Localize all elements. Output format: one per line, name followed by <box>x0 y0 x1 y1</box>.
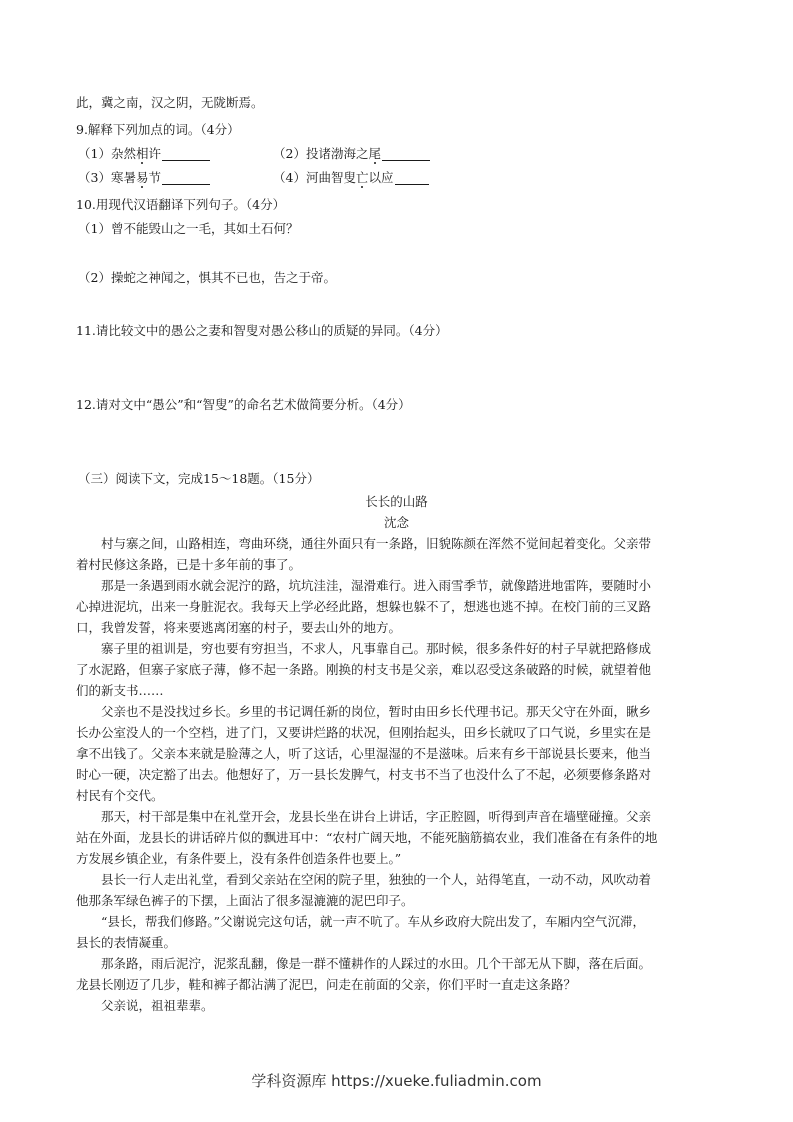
article-line: 心掉进泥坑，出来一身脏泥衣。我每天上学必经此路，想躲也躲不了，想逃也逃不掉。在校门前的三叉路 <box>76 599 652 614</box>
article-line: 时心一硬，决定豁了出去。他想好了，万一县长发脾气，村支书不当了也没什么了不起，必须要修条路对 <box>76 767 652 782</box>
article-line: 方发展乡镇企业，有条件要上，没有条件创造条件也要上。” <box>76 851 402 866</box>
q10-sentence-2: （2）操蛇之神闻之，惧其不已也，告之于帝。 <box>78 270 336 285</box>
article-line: 拿不出钱了。父亲本来就是脸薄之人，听了这话，心里湿湿的不是滋味。后来有乡干部说县长要来，他当 <box>76 746 652 761</box>
q10-sentence-1: （1）曾不能毁山之一毛，其如土石何？ <box>78 221 299 236</box>
q9-item-3: （3）寒暑易节 <box>78 169 210 187</box>
article-line: 父亲也不是没找过乡长。乡里的书记调任新的岗位，暂时由田乡长代理书记。那天父守在外面，瞅乡 <box>76 704 652 719</box>
article-line: 那天，村干部是集中在礼堂开会，龙县长坐在讲台上讲话，字正腔圆，听得到声音在墙壁碰撞。父亲 <box>76 809 652 824</box>
answer-blank[interactable] <box>162 146 210 161</box>
emphasis-dot-char: 易 <box>135 170 149 185</box>
article-line: 村民有个交代。 <box>76 788 164 803</box>
question-12: 12.请对文中“愚公”和“智叟”的命名艺术做简要分析。（4分） <box>76 397 411 412</box>
article-line: 县长的表情凝重。 <box>76 935 177 950</box>
article-author: 沈念 <box>383 515 409 530</box>
article-line: 着村民修这条路，已是十多年前的事了。 <box>76 557 302 572</box>
article-title: 长长的山路 <box>365 494 428 509</box>
article-line: 村与寨之间，山路相连，弯曲环绕，通往外面只有一条路，旧貌陈颜在浑然不觉间起着变化。父亲带 <box>76 536 652 551</box>
footer-watermark: 学科资源库 https://xueke.fuliadmin.com <box>251 1072 542 1090</box>
question-10-title: 10.用现代汉语翻译下列句子。（4分） <box>76 197 286 212</box>
article-line: “县长，帮我们修路。”父谢说完这句话，就一声不吭了。车从乡政府大院出发了，车厢内空气沉滞， <box>76 914 646 929</box>
section-3-heading: （三）阅读下文，完成15～18题。（15分） <box>78 471 320 486</box>
article-line: 们的新支书…… <box>76 683 164 698</box>
question-11: 11.请比较文中的愚公之妻和智叟对愚公移山的质疑的异同。（4分） <box>76 323 448 338</box>
article-line: 父亲说，祖祖辈辈。 <box>76 998 214 1013</box>
article-line: 寨子里的祖训是，穷也要有穷担当，不求人，凡事靠自己。那时候，很多条件好的村子早就把路修成 <box>76 641 652 656</box>
article-line: 长办公室没人的一个空档，进了门，又要讲烂路的状况，但刚抬起头，田乡长就叹了口气说，乡里实在是 <box>76 725 652 740</box>
question-9-title: 9.解释下列加点的词。（4分） <box>76 122 240 137</box>
q9-item-1: （1）杂然相许 <box>78 145 210 163</box>
answer-blank[interactable] <box>162 170 210 185</box>
article-line: 站在外面，龙县长的讲话碎片似的飘进耳中：“农村广阔天地，不能死脑筋搞农业，我们准备在有条件的地 <box>76 830 658 845</box>
q9-item-4: （4）河曲智叟亡以应 <box>273 169 429 187</box>
article-line: 县长一行人走出礼堂，看到父亲站在空闲的院子里，独独的一个人，站得笔直，一动不动，风吹动着 <box>76 872 652 887</box>
article-line: 那条路，雨后泥泞，泥浆乱翻，像是一群不懂耕作的人踩过的水田。几个干部无从下脚，落在后面。 <box>76 956 652 971</box>
article-line: 口，我曾发誓，将来要逃离闭塞的村子，要去山外的地方。 <box>76 620 402 635</box>
answer-blank[interactable] <box>382 146 430 161</box>
answer-blank[interactable] <box>395 170 429 185</box>
article-line: 他那条军绿色裤子的下摆，上面沾了很多湿漉漉的泥巴印子。 <box>76 893 414 908</box>
q9-item-2: （2）投诸渤海之尾 <box>273 145 430 163</box>
article-line: 那是一条遇到雨水就会泥泞的路，坑坑洼洼，湿滑难行。进入雨雪季节，就像踏进地雷阵，要随时小 <box>76 578 652 593</box>
article-line: 龙县长刚迈了几步，鞋和裤子都沾满了泥巴，问走在前面的父亲，你们平时一直走这条路？ <box>76 977 577 992</box>
article-line: 了水泥路，但寨子家底子薄，修不起一条路。刚换的村支书是父亲，难以忍受这条破路的时候，就望着他 <box>76 662 652 677</box>
emphasis-dot-char: 尾 <box>368 146 381 161</box>
emphasis-dot-char: 相 <box>135 146 149 161</box>
emphasis-dot-char: 亡 <box>355 170 369 185</box>
top-line: 此，冀之南，汉之阴，无陇断焉。 <box>76 95 264 110</box>
